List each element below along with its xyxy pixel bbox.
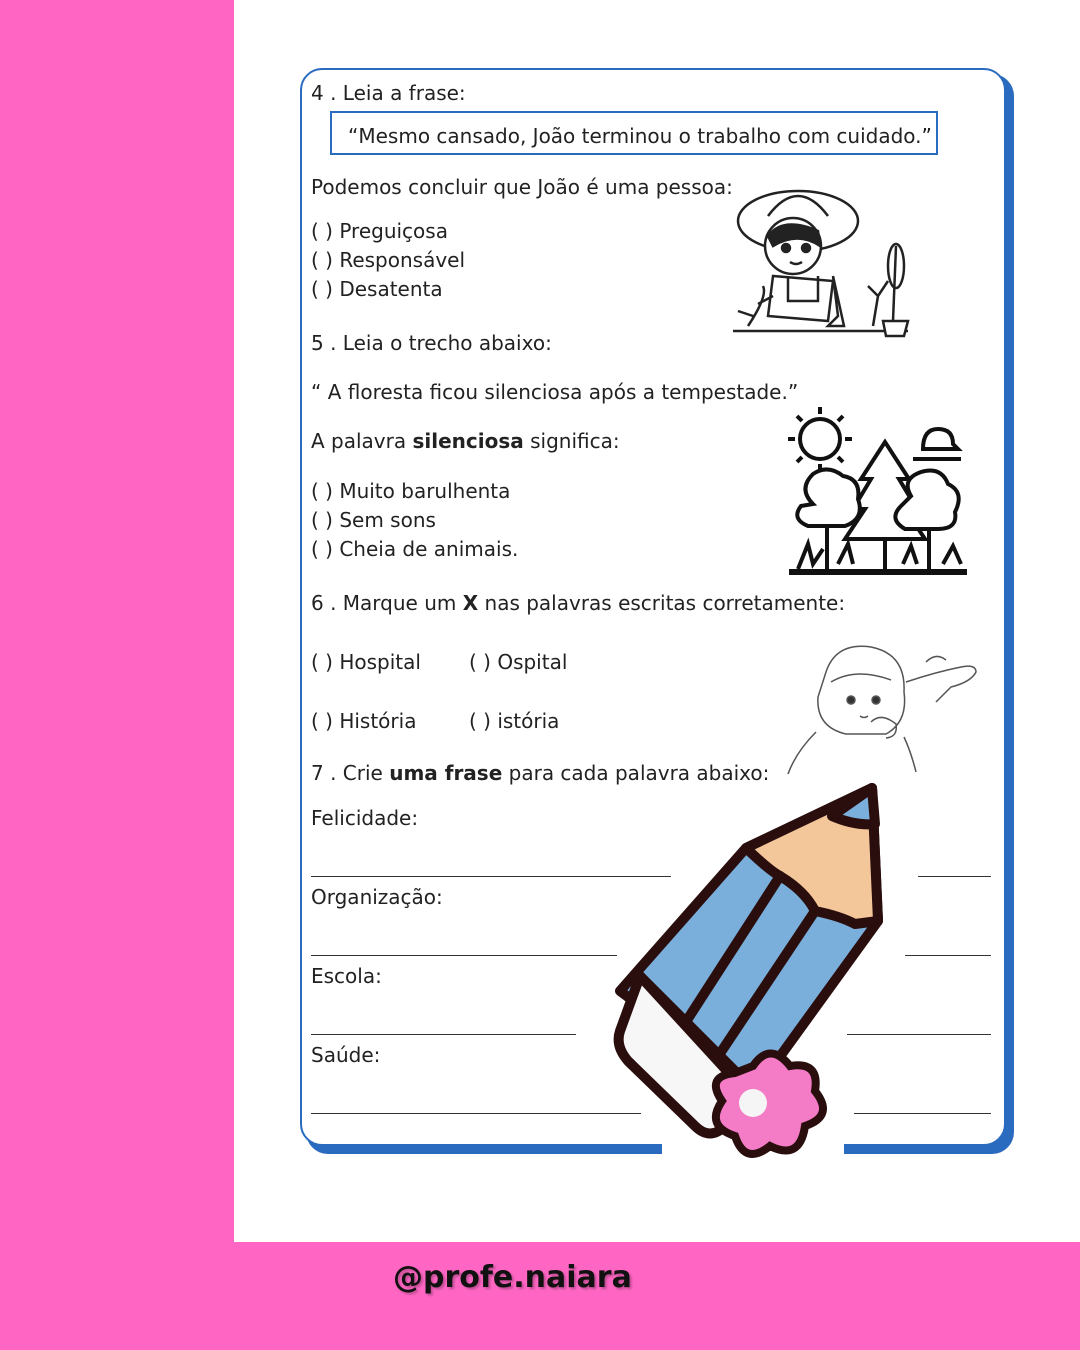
answer-line-organizacao[interactable]	[311, 955, 617, 956]
answer-line-felicidade-end[interactable]	[918, 876, 991, 877]
q5-quote: “ A floresta ficou silenciosa após a tempestade.”	[311, 380, 799, 404]
q5-prompt-bold: silenciosa	[412, 429, 524, 453]
q7-word-escola: Escola:	[311, 964, 382, 988]
q5-prompt-pre: A palavra	[311, 429, 413, 453]
q6-title-post: nas palavras escritas corretamente:	[478, 591, 846, 615]
q6-option-historia[interactable]: ( ) História	[311, 709, 417, 733]
footer-handle: @profe.naiara	[393, 1260, 632, 1295]
answer-line-saude[interactable]	[311, 1113, 641, 1114]
q6-title-bold: X	[462, 591, 479, 615]
q6-option-ospital[interactable]: ( ) Ospital	[469, 650, 568, 674]
q6-option-hospital[interactable]: ( ) Hospital	[311, 650, 421, 674]
q4-title: 4 . Leia a frase:	[311, 81, 466, 105]
q7-word-felicidade: Felicidade:	[311, 806, 419, 830]
q5-prompt	[311, 431, 620, 451]
boy-gardening-icon	[728, 176, 918, 344]
q4-quote-box	[330, 111, 938, 155]
pencil-icon	[610, 776, 900, 1176]
q4-prompt: Podemos concluir que João é uma pessoa:	[311, 175, 733, 199]
q5-option-3[interactable]: ( ) Cheia de animais.	[311, 537, 519, 561]
answer-line-organizacao-end[interactable]	[905, 955, 991, 956]
q6-title	[311, 593, 845, 613]
q5-prompt-post: significa:	[523, 429, 620, 453]
q7-title-post: para cada palavra abaixo:	[502, 761, 770, 785]
q4-option-3[interactable]: ( ) Desatenta	[311, 277, 443, 301]
answer-line-escola[interactable]	[311, 1034, 576, 1035]
girl-lying-icon	[786, 642, 982, 776]
q4-option-2[interactable]: ( ) Responsável	[311, 248, 466, 272]
q7-word-organizacao: Organização:	[311, 885, 443, 909]
q7-word-saude: Saúde:	[311, 1043, 381, 1067]
q7-title-bold: uma frase	[389, 761, 503, 785]
q6-option-istoria[interactable]: ( ) istória	[469, 709, 560, 733]
q4-quote: “Mesmo cansado, João terminou o trabalho com cuidado.”	[348, 124, 932, 148]
q4-option-1[interactable]: ( ) Preguiçosa	[311, 219, 448, 243]
q6-title-pre: 6 . Marque um	[311, 591, 463, 615]
q5-title: 5 . Leia o trecho abaixo:	[311, 331, 552, 355]
q7-title-pre: 7 . Crie	[311, 761, 390, 785]
forest-landscape-icon	[783, 404, 973, 580]
q5-option-2[interactable]: ( ) Sem sons	[311, 508, 436, 532]
q5-option-1[interactable]: ( ) Muito barulhenta	[311, 479, 511, 503]
